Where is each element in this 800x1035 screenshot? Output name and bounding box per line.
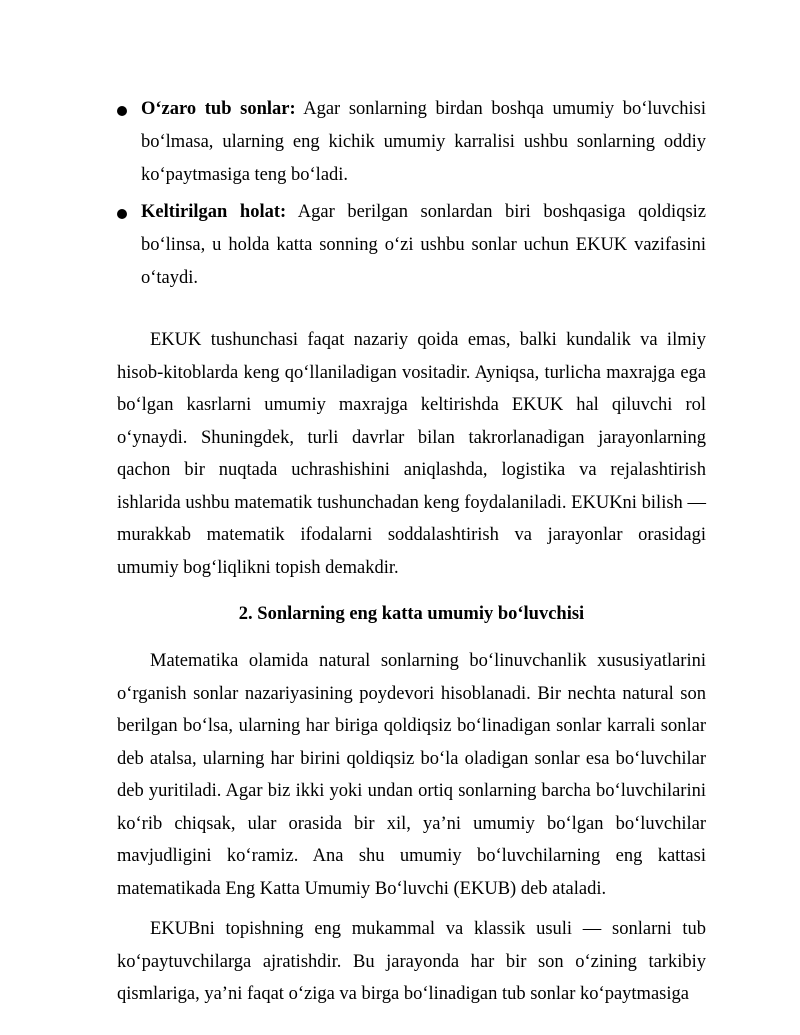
- list-item: [117, 93, 706, 192]
- bullet-dot-icon: [117, 106, 127, 116]
- bullet-text: Agar berilgan sonlardan biri boshqasiga qoldiqsiz bo‘linsa, u holda katta sonning o‘zi ushbu sonlar uchun EKUK vazifasini o‘taydi.: [141, 202, 706, 288]
- list-item: [117, 196, 706, 295]
- paragraph-ekuk-usage: EKUK tushunchasi faqat nazariy qoida emas, balki kundalik va ilmiy hisob-kitoblarda keng qo‘llaniladigan vositadir. Ayniqsa, turlicha maxrajga ega bo‘lgan kasrlarni umumiy maxrajga keltirishda EKUK hal qiluvchi rol o‘ynaydi. Shuningdek, turli davrlar bilan takrorlanadigan jarayonlarning qachon bir nuqtada uchrashishini aniqlashda, logistika va rejalashtirish ishlarida ushbu matematik tushunchadan keng foydalaniladi. EKUKni bilish — murakkab matematik ifodalarni soddalashtirish va jarayonlar orasidagi umumiy bog‘liqlikni topish demakdir.: [117, 330, 706, 578]
- paragraph-ekub-intro: Matematika olamida natural sonlarning bo‘linuvchanlik xususiyatlarini o‘rganish sonlar nazariyasining poydevori hisoblanadi. Bir nechta natural son berilgan bo‘lsa, ularning har biriga qoldiqsiz bo‘linadigan sonlar karrali sonlar deb atalsa, ularning har birini qoldiqsiz bo‘la oladigan sonlar esa bo‘luvchilar deb yuritiladi. Agar biz ikki yoki undan ortiq sonlarning barcha bo‘luvchilarini ko‘rib chiqsak, ular orasida bir xil, ya’ni umumiy bo‘lgan bo‘luvchilar mavjudligini ko‘ramiz. Ana shu umumiy bo‘luvchilarning eng kattasi matematikada Eng Katta Umumiy Bo‘luvchi (EKUB) deb ataladi.: [117, 651, 706, 899]
- bullet-dot-icon: [117, 209, 127, 219]
- paragraph-ekub-method: EKUBni topishning eng mukammal va klassik usuli — sonlarni tub ko‘paytuvchilarga ajratishdir. Bu jarayonda har bir son o‘zining tarkibiy qismlariga, ya’ni faqat o‘ziga va birga bo‘linadigan tub sonlar ko‘paytmasiga: [117, 919, 706, 1004]
- bullet-term: O‘zaro tub sonlar:: [141, 99, 296, 119]
- bullet-term: Keltirilgan holat:: [141, 202, 287, 222]
- bullet-text: Agar sonlarning birdan boshqa umumiy bo‘luvchisi bo‘lmasa, ularning eng kichik umumiy karralisi ushbu sonlarning oddiy ko‘paytmasiga teng bo‘ladi.: [141, 99, 706, 185]
- section-heading: 2. Sonlarning eng katta umumiy bo‘luvchisi: [238, 604, 585, 624]
- bullet-list: [117, 93, 706, 295]
